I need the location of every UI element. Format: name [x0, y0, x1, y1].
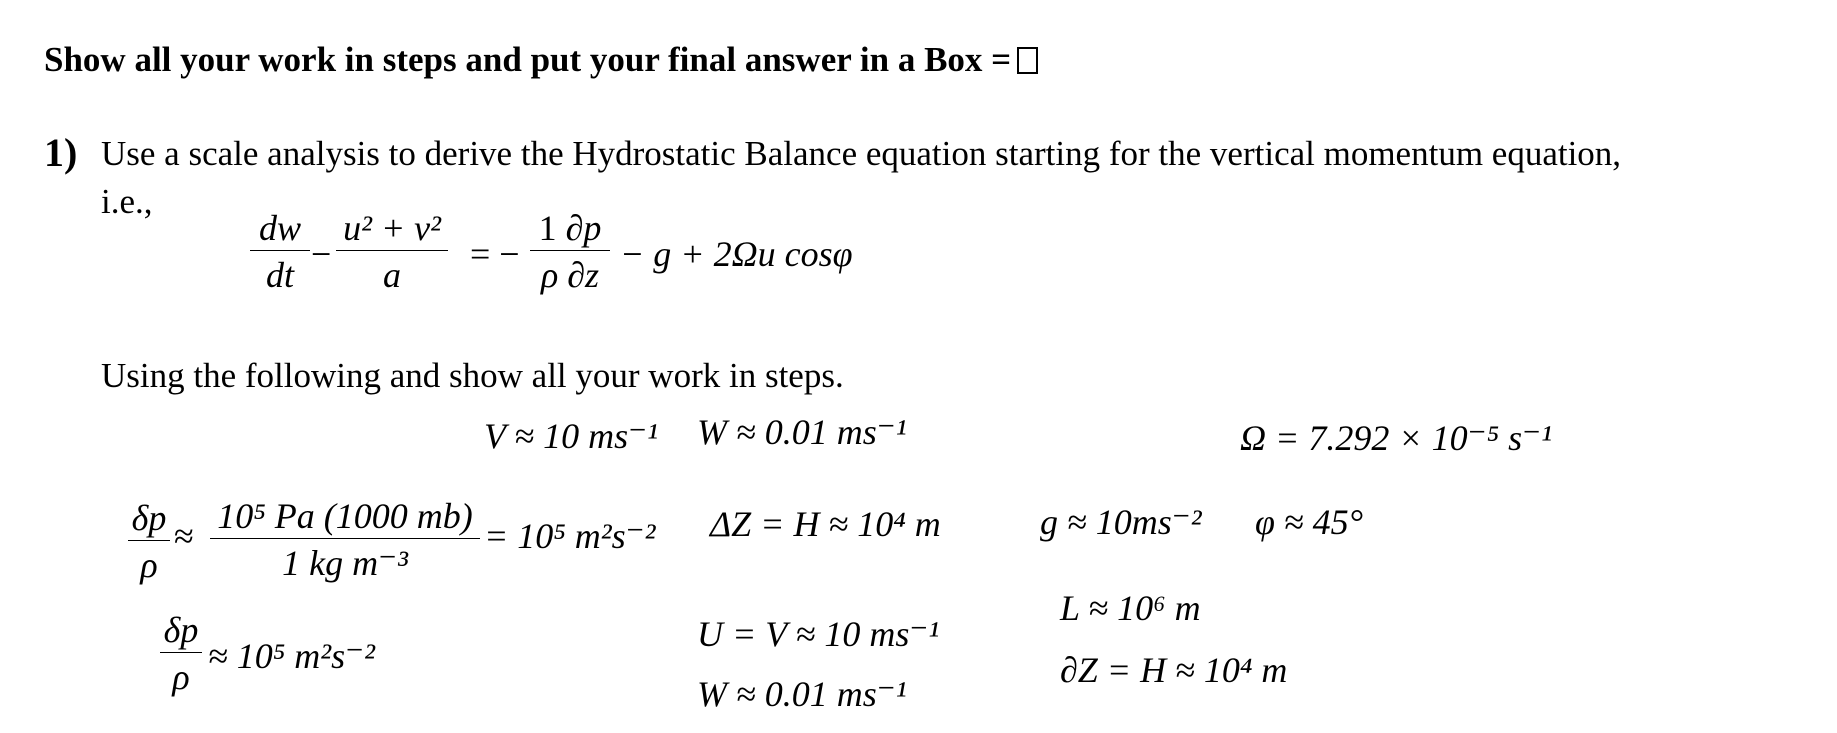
pressure-gradient-fraction	[530, 210, 610, 293]
fraction-bar	[128, 540, 170, 541]
dp-numerator: δp	[131, 498, 167, 538]
fraction-bar	[336, 250, 448, 251]
scale-phi: φ ≈ 45°	[1255, 502, 1364, 542]
question-text-line1: Use a scale analysis to derive the Hydrostatic Balance equation starting for the vertical momentum equation,	[101, 134, 1622, 173]
dp-over-rho-fraction-2	[160, 612, 202, 695]
one: 1	[538, 208, 557, 248]
dt-denominator: dt	[265, 255, 294, 295]
pressure-over-density-fraction	[210, 498, 480, 581]
rho-denominator: ρ	[172, 657, 190, 697]
rho-dz-denominator: ρ ∂z	[540, 255, 600, 295]
approx-sign: ≈	[174, 516, 194, 556]
rho-denominator: ρ	[140, 545, 158, 585]
a-denominator: a	[383, 255, 401, 295]
pressure-scale-result: = 10⁵ m²s⁻²	[484, 516, 656, 556]
scale-deltaZ: ΔZ = H ≈ 10⁴ m	[710, 504, 941, 544]
answer-box-symbol	[1017, 47, 1038, 74]
scale-g: g ≈ 10ms⁻²	[1040, 502, 1202, 542]
instructions-text: Show all your work in steps and put your final answer in a Box =	[44, 40, 1012, 79]
fraction-bar	[210, 538, 480, 539]
scale-W-2: W ≈ 0.01 ms⁻¹	[697, 674, 907, 714]
density-denominator: 1 kg m⁻³	[282, 543, 408, 583]
scale-partialZ: ∂Z = H ≈ 10⁴ m	[1060, 650, 1288, 690]
minus-sign: −	[311, 234, 332, 274]
u2v2-over-a-fraction	[336, 210, 448, 293]
question-text-line2: i.e.,	[101, 182, 153, 221]
fraction-bar	[530, 250, 610, 251]
scale-L: L ≈ 10⁶ m	[1060, 588, 1201, 628]
question-number: 1)	[44, 130, 78, 175]
instructions-using: Using the following and show all your work in steps.	[101, 356, 844, 395]
scale-W: W ≈ 0.01 ms⁻¹	[697, 412, 907, 452]
scale-U-equals-V: U = V ≈ 10 ms⁻¹	[697, 614, 940, 654]
dw-dt-fraction	[250, 210, 310, 293]
u2v2-numerator: u² + v²	[343, 208, 441, 248]
dp: ∂p	[565, 208, 602, 248]
instructions-heading	[44, 42, 1038, 77]
scale-V: V ≈ 10 ms⁻¹	[484, 416, 658, 456]
equals-minus: = −	[470, 234, 520, 274]
pressure-numerator: 10⁵ Pa (1000 mb)	[217, 496, 473, 536]
dp-numerator: δp	[163, 610, 199, 650]
pressure-scale-result-2: ≈ 10⁵ m²s⁻²	[208, 636, 375, 676]
one-dp-numerator	[530, 210, 610, 246]
dp-over-rho-fraction	[128, 500, 170, 583]
gravity-coriolis-terms: − g + 2Ωu cosφ	[620, 234, 853, 274]
scale-Omega: Ω = 7.292 × 10⁻⁵ s⁻¹	[1240, 418, 1552, 458]
fraction-bar	[160, 652, 202, 653]
dw-numerator: dw	[258, 208, 301, 248]
fraction-bar	[250, 250, 310, 251]
